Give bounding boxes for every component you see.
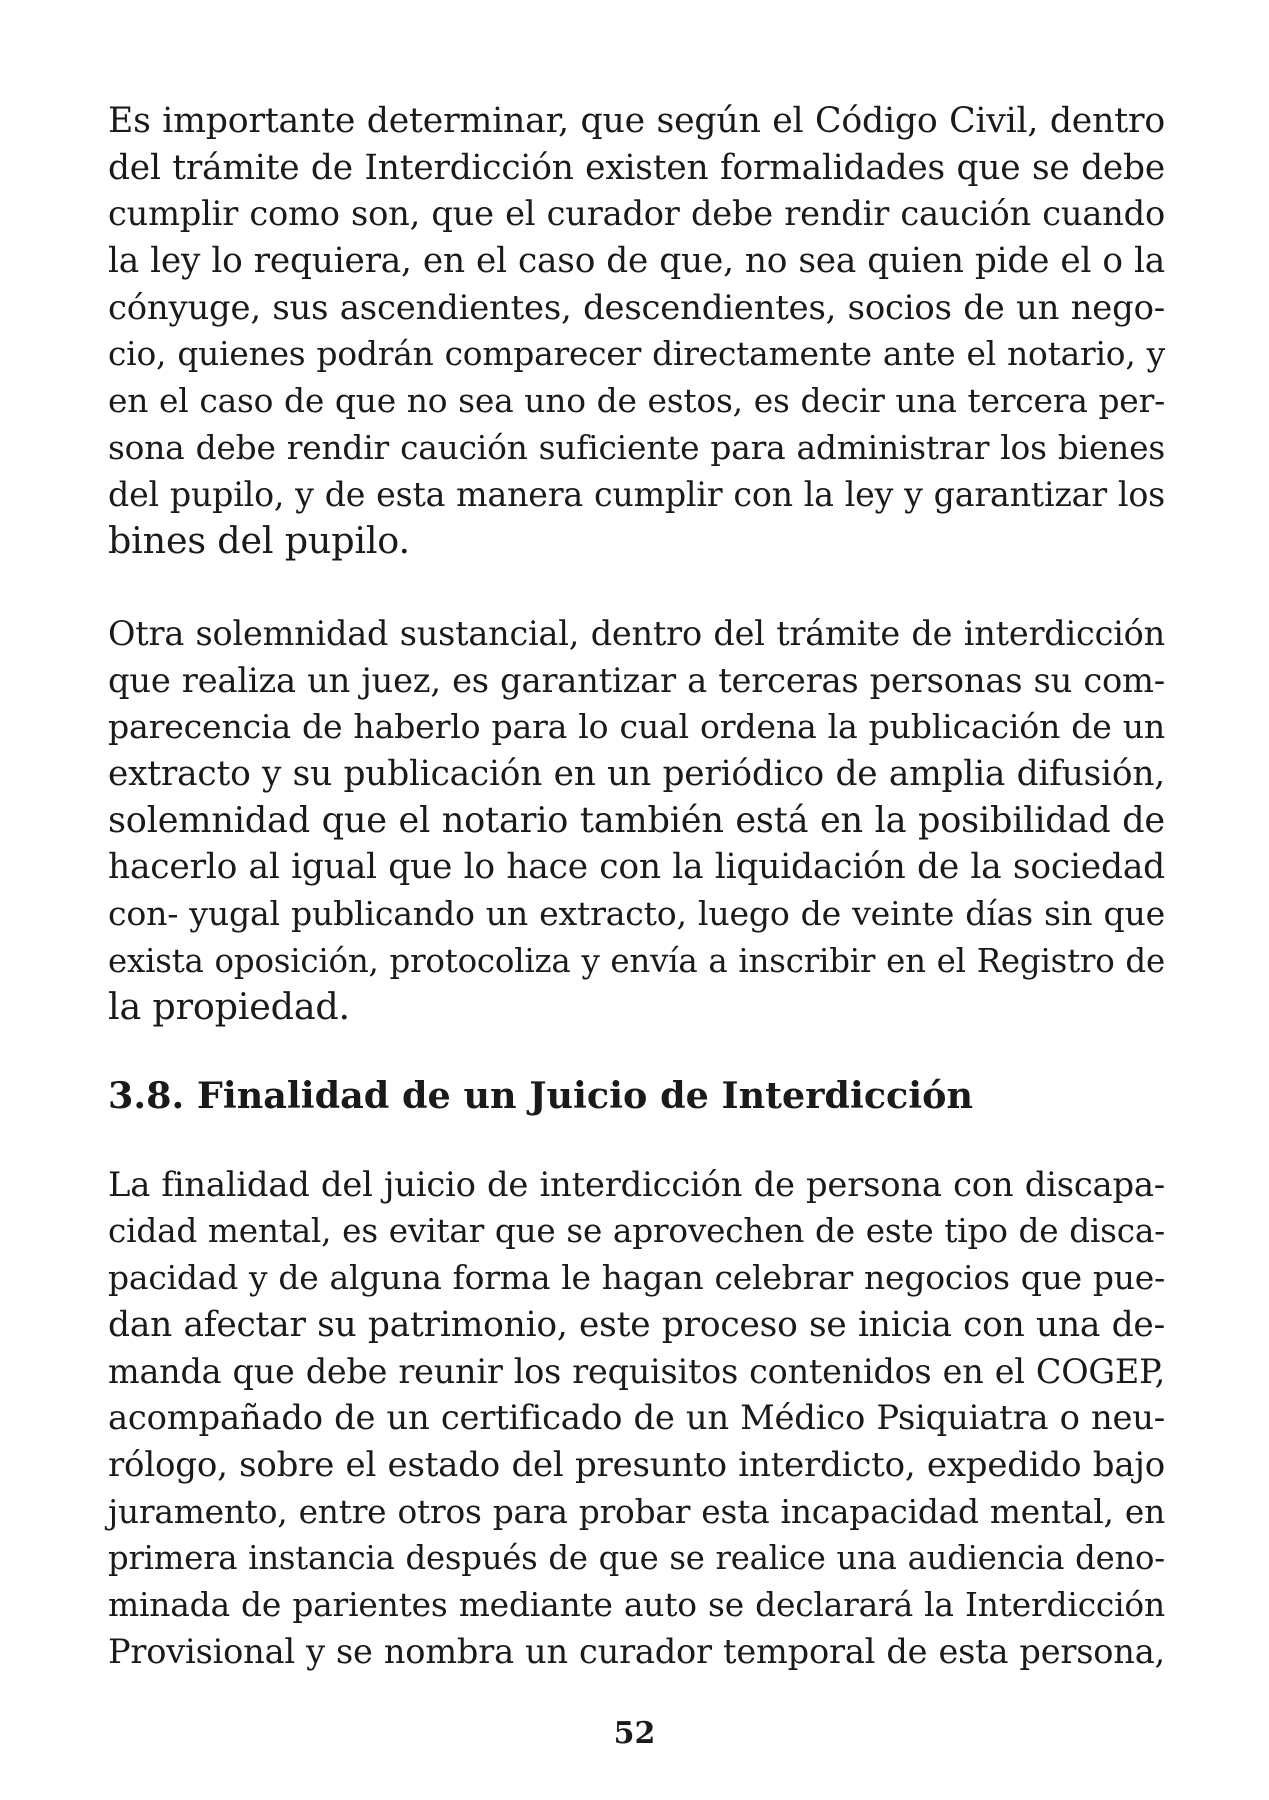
paragraph-spacer bbox=[108, 565, 1165, 611]
text-line: rólogo, sobre el estado del presunto interdicto, expedido bajo bbox=[108, 1444, 1165, 1485]
section-heading: 3.8. Finalidad de un Juicio de Interdicción bbox=[108, 1074, 974, 1118]
paragraph-finalidad bbox=[108, 1162, 1165, 1676]
text-line: minada de parientes mediante auto se declarará la Interdicción bbox=[108, 1584, 1165, 1624]
paragraph-spacer bbox=[108, 1120, 1165, 1162]
text-line: dan afectar su patrimonio, este proceso se inicia con una de- bbox=[108, 1304, 1165, 1345]
text-line: que realiza un juez, es garantizar a terceras personas su com- bbox=[108, 660, 1165, 700]
text-line: exista oposición, protocoliza y envía a inscribir en el Registro de bbox=[108, 941, 1165, 980]
text-line: sona debe rendir caución suficiente para administrar los bienes bbox=[108, 428, 1165, 467]
text-line: con- yugal publicando un extracto, luego de veinte días sin que bbox=[108, 894, 1165, 933]
paragraph-caucion bbox=[108, 98, 1165, 565]
text-line: Otra solemnidad sustancial, dentro del trámite de interdicción bbox=[108, 613, 1165, 653]
text-line: bines del pupilo. bbox=[108, 519, 410, 563]
text-line: en el caso de que no sea uno de estos, es decir una tercera per- bbox=[108, 381, 1165, 421]
text-line: del trámite de Interdicción existen formalidades que se debe bbox=[108, 147, 1165, 188]
text-line: cumplir como son, que el curador debe rendir caución cuando bbox=[108, 194, 1165, 234]
text-line: la ley lo requiera, en el caso de que, no sea quien pide el o la bbox=[108, 241, 1165, 282]
text-line: cio, quienes podrán comparecer directamente ante el notario, y bbox=[108, 335, 1165, 374]
page-number: 52 bbox=[613, 1716, 656, 1751]
paragraph-solemnidad bbox=[108, 611, 1165, 1031]
text-line: manda que debe reunir los requisitos contenidos en el COGEP, bbox=[108, 1351, 1165, 1391]
document-page bbox=[108, 98, 1165, 1675]
text-line: Es importante determinar, que según el Código Civil, dentro bbox=[108, 101, 1165, 141]
text-line: del pupilo, y de esta manera cumplir con la ley y garantizar los bbox=[108, 474, 1165, 514]
text-line: solemnidad que el notario también está en la posibilidad de bbox=[108, 799, 1165, 841]
text-line: acompañado de un certificado de un Médico Psiquiatra o neu- bbox=[108, 1398, 1165, 1438]
text-line: extracto y su publicación en un periódico de amplia difusión, bbox=[108, 753, 1165, 794]
text-line: primera instancia después de que se realice una audiencia deno- bbox=[108, 1539, 1165, 1578]
text-line: Provisional y se nombra un curador temporal de esta persona, bbox=[108, 1631, 1165, 1671]
text-line: cidad mental, es evitar que se aprovechen de este tipo de disca- bbox=[108, 1212, 1165, 1251]
text-line: la propiedad. bbox=[108, 985, 350, 1029]
text-line: juramento, entre otros para probar esta incapacidad mental, en bbox=[108, 1492, 1165, 1531]
paragraph-spacer bbox=[108, 1031, 1165, 1073]
text-line: La finalidad del juicio de interdicción de persona con discapa- bbox=[108, 1164, 1165, 1204]
text-line: parecencia de haberlo para lo cual ordena la publicación de un bbox=[108, 707, 1165, 747]
text-line: pacidad y de alguna forma le hagan celebrar negocios que pue- bbox=[108, 1258, 1165, 1298]
text-line: hacerlo al igual que lo hace con la liquidación de la sociedad bbox=[108, 847, 1165, 888]
text-line: cónyuge, sus ascendientes, descendientes, socios de un nego- bbox=[108, 287, 1165, 327]
